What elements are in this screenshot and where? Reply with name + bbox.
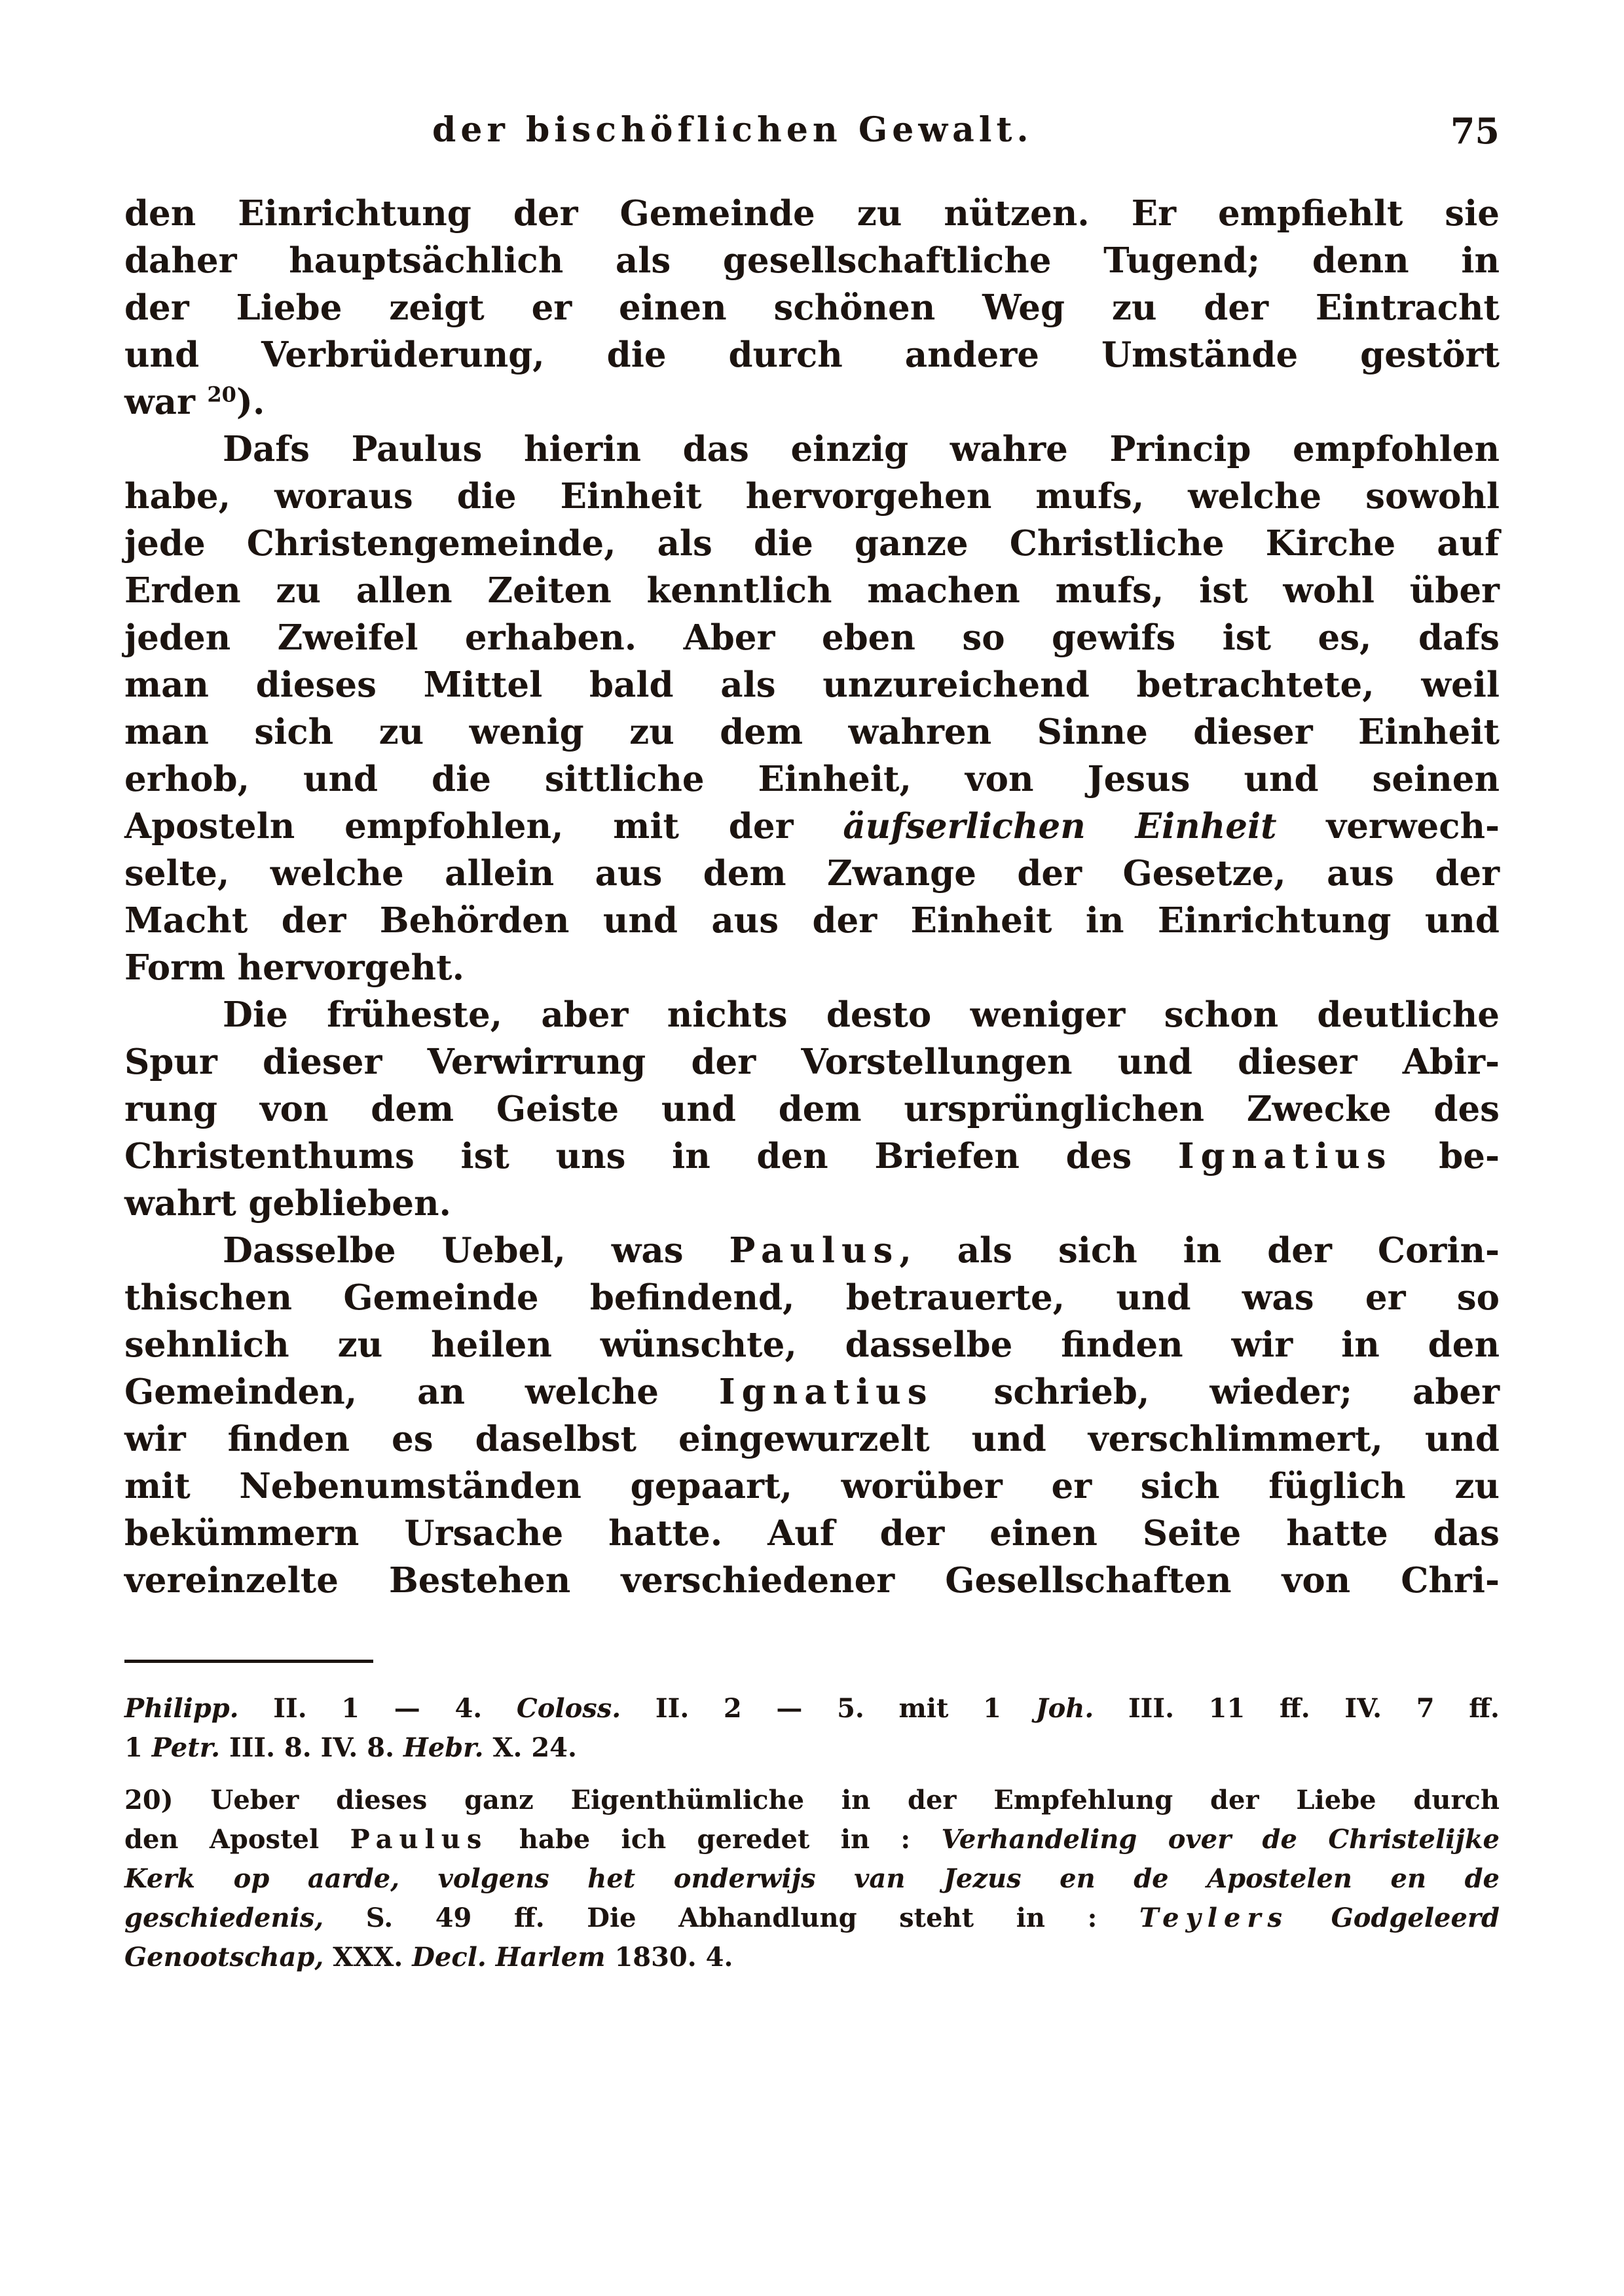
ref-text: III. 8. IV. 8. bbox=[229, 1732, 395, 1763]
footnote-line bbox=[124, 1820, 1500, 1859]
text-fragment: verwech- bbox=[1326, 806, 1500, 847]
page-number: 75 bbox=[1450, 110, 1500, 152]
text-line: erhob, und die sittliche Einheit, von Jesus und seinen bbox=[124, 759, 1500, 799]
main-text bbox=[124, 190, 1500, 1604]
ref-text: den Apostel bbox=[124, 1824, 320, 1855]
footnote-line bbox=[124, 1689, 1500, 1728]
footnote-rule bbox=[124, 1660, 373, 1663]
text-line: Erden zu allen Zeiten kenntlich machen mufs, ist wohl über bbox=[124, 570, 1500, 611]
ref-book: Petr. bbox=[151, 1732, 221, 1763]
ref-text: X. 24. bbox=[492, 1732, 577, 1763]
book-title: Genootschap, bbox=[124, 1942, 324, 1973]
text-line: den Einrichtung der Gemeinde zu nützen. Er empfiehlt sie bbox=[124, 193, 1500, 234]
text-fragment: ). bbox=[236, 382, 265, 422]
ref-book: Hebr. bbox=[403, 1732, 484, 1763]
text-line: Die früheste, aber nichts desto weniger schon deutliche bbox=[223, 994, 1500, 1035]
book-title: Verhandeling over de Christelijke bbox=[941, 1824, 1500, 1855]
text-line bbox=[124, 1133, 1500, 1180]
footnote-line: 20) Ueber dieses ganz Eigenthümliche in der Empfehlung der Liebe durch bbox=[124, 1785, 1500, 1815]
name-spaced: Ignatius bbox=[1177, 1136, 1393, 1176]
ref-text: S. 49 ff. Die Abhandlung steht in : bbox=[365, 1903, 1098, 1933]
ref-text: II. 2 — 5. mit 1 bbox=[655, 1693, 1001, 1724]
ref-text: III. 11 ff. IV. 7 ff. bbox=[1128, 1693, 1500, 1724]
text-line bbox=[124, 1227, 1500, 1274]
book-title: geschiedenis, bbox=[124, 1903, 324, 1933]
ref-text: habe ich geredet in : bbox=[519, 1824, 911, 1855]
text-fragment: schrieb, wieder; aber bbox=[993, 1372, 1500, 1412]
text-fragment: war bbox=[124, 382, 195, 422]
text-line: mit Nebenumständen gepaart, worüber er sich füglich zu bbox=[124, 1466, 1500, 1506]
text-line: wir finden es daselbst eingewurzelt und verschlimmert, und bbox=[124, 1419, 1500, 1459]
text-line: habe, woraus die Einheit hervorgehen mufs, welche sowohl bbox=[124, 476, 1500, 517]
text-line: Form hervorgeht. bbox=[124, 947, 465, 988]
note-gap bbox=[124, 1768, 1500, 1781]
footnote-line bbox=[124, 1899, 1500, 1938]
text-line: man sich zu wenig zu dem wahren Sinne dieser Einheit bbox=[124, 712, 1500, 752]
text-line: selte, welche allein aus dem Zwange der Gesetze, aus der bbox=[124, 853, 1500, 894]
ref-book: Coloss. bbox=[516, 1693, 621, 1724]
footnotes bbox=[124, 1689, 1500, 1977]
text-line: der Liebe zeigt er einen schönen Weg zu der Eintracht bbox=[124, 287, 1500, 328]
name-spaced: Paulus bbox=[350, 1824, 489, 1855]
page-header bbox=[124, 110, 1500, 169]
text-line: rung von dem Geiste und dem ursprünglichen Zwecke des bbox=[124, 1089, 1500, 1129]
footnote-ref: 20 bbox=[207, 382, 236, 407]
text-fragment: Dasselbe Uebel, was bbox=[223, 1230, 684, 1271]
text-fragment: Christenthums ist uns in den Briefen des bbox=[124, 1136, 1132, 1176]
emphasis-text: äufserlichen Einheit bbox=[843, 806, 1277, 847]
text-line: daher hauptsächlich als gesellschaftliche Tugend; denn in bbox=[124, 240, 1500, 281]
book-title: Decl. Harlem bbox=[412, 1942, 606, 1973]
text-line bbox=[124, 378, 1500, 426]
footnote-line bbox=[124, 1938, 1500, 1977]
ref-book: Joh. bbox=[1035, 1693, 1094, 1724]
name-spaced: Paulus bbox=[729, 1230, 900, 1271]
text-line: vereinzelte Bestehen verschiedener Gesellschaften von Chri- bbox=[124, 1560, 1500, 1601]
text-line: bekümmern Ursache hatte. Auf der einen Seite hatte das bbox=[124, 1513, 1500, 1554]
ref-text: 1 bbox=[124, 1732, 143, 1763]
text-line bbox=[124, 803, 1500, 850]
text-line: und Verbrüderung, die durch andere Umstände gestört bbox=[124, 335, 1500, 375]
text-line: Macht der Behörden und aus der Einheit in Einrichtung und bbox=[124, 900, 1500, 941]
text-fragment: Gemeinden, an welche bbox=[124, 1372, 659, 1412]
footnote-line: Kerk op aarde, volgens het onderwijs van Jezus en de Apostelen en de bbox=[124, 1863, 1500, 1894]
text-line bbox=[124, 1368, 1500, 1415]
text-line: jeden Zweifel erhaben. Aber eben so gewifs ist es, dafs bbox=[124, 617, 1500, 658]
text-fragment: , als sich in der Corin- bbox=[899, 1230, 1500, 1271]
text-line: thischen Gemeinde befindend, betrauerte, und was er so bbox=[124, 1277, 1500, 1318]
running-head: der bischöflichen Gewalt. bbox=[432, 110, 1033, 150]
name-spaced: Teylers bbox=[1139, 1903, 1289, 1933]
text-line: man dieses Mittel bald als unzureichend betrachtete, weil bbox=[124, 665, 1500, 705]
text-line: Dafs Paulus hierin das einzig wahre Princip empfohlen bbox=[223, 429, 1500, 469]
text-line: sehnlich zu heilen wünschte, dasselbe finden wir in den bbox=[124, 1324, 1500, 1365]
ref-text: II. 1 — 4. bbox=[273, 1693, 483, 1724]
text-line: Spur dieser Verwirrung der Vorstellungen und dieser Abir- bbox=[124, 1042, 1500, 1082]
text-line: jede Christengemeinde, als die ganze Christliche Kirche auf bbox=[124, 523, 1500, 564]
ref-text: 1830. 4. bbox=[614, 1942, 733, 1973]
ref-text: XXX. bbox=[333, 1942, 403, 1973]
footnote-line bbox=[124, 1728, 1500, 1768]
text-fragment: Aposteln empfohlen, mit der bbox=[124, 806, 794, 847]
text-line: wahrt geblieben. bbox=[124, 1183, 451, 1224]
ref-book: Philipp. bbox=[124, 1693, 239, 1724]
book-title: Godgeleerd bbox=[1331, 1903, 1500, 1933]
text-fragment: be- bbox=[1439, 1136, 1500, 1176]
name-spaced: Ignatius bbox=[718, 1372, 934, 1412]
